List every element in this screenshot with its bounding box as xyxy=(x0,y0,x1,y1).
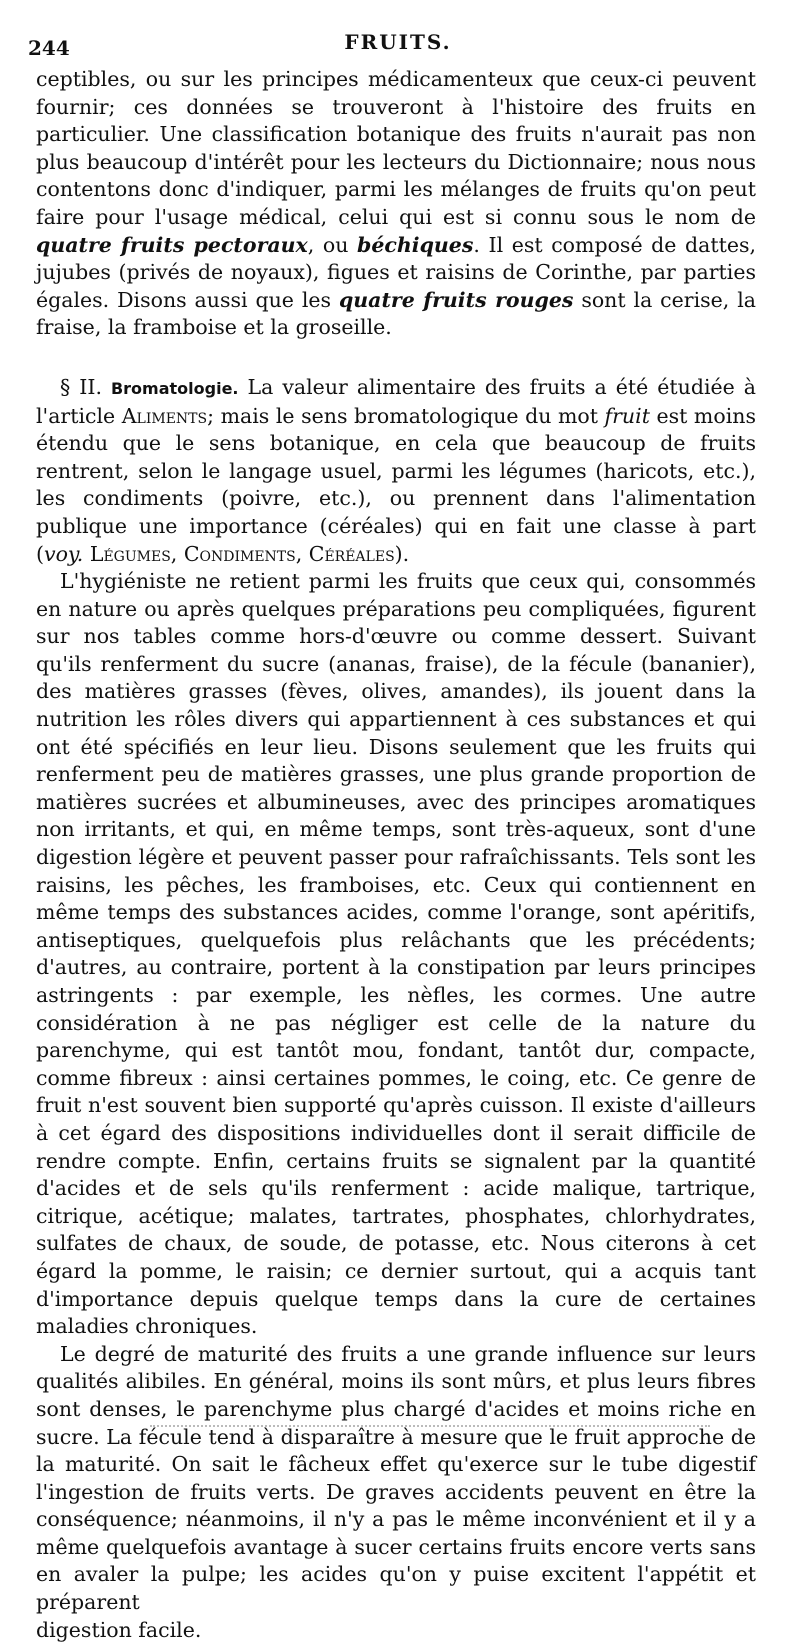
body-text xyxy=(36,66,756,1644)
paragraph-1-mid: , ou xyxy=(307,232,358,257)
page-number: 244 xyxy=(28,36,70,60)
section-2-text-b: ; mais le sens bromatologique du mot xyxy=(207,403,605,428)
crossref-legumes-condiments-cereales: Légumes, Condiments, Céréales xyxy=(89,541,395,566)
section-spacer xyxy=(36,342,756,374)
running-head: FRUITS. xyxy=(344,30,452,54)
emphasis-quatre-fruits-pectoraux: quatre fruits pectoraux xyxy=(36,232,308,257)
section-title: Bromatologie. xyxy=(110,378,239,398)
section-2-paragraph xyxy=(36,374,756,568)
section-2-text-c: est moins étendu que le sens botanique, en cela que beaucoup de fruits rentrent, selon le langage usuel, parmi les légumes (haricots, etc.), les condiments (poivre, etc.), ou prennent dans l'alimentation publique une importance (céréales) qui en fait une classe à part ( xyxy=(36,403,756,566)
italic-fruit: fruit xyxy=(604,403,650,428)
emphasis-quatre-fruits-rouges: quatre fruits rouges xyxy=(338,287,574,312)
paragraph-1-end: sont la cerise, la fraise, la framboise et la groseille. xyxy=(36,287,756,340)
paragraph-3: L'hygiéniste ne retient parmi les fruits que ceux qui, consommés en nature ou après quelques préparations peu compliquées, figurent sur nos tables comme hors-d'œuvre ou comme dessert. Suivant qu'ils renferment du sucre (ananas, fraise), de la fécule (bananier), des matières grasses (fèves, olives, amandes), ils jouent dans la nutrition les rôles divers qui appartiennent à ces substances et qui ont été spécifiés en leur lieu. Disons seulement que les fruits qui renferment peu de matières grasses, une plus grande proportion de matières sucrées et albumineuses, avec des principes aromatiques non irritants, et qui, en même temps, sont très-aqueux, sont d'une digestion légère et peuvent passer pour rafraîchissants. Tels sont les raisins, les pêches, les framboises, etc. Ceux qui contiennent en même temps des substances acides, comme l'orange, sont apéritifs, antiseptiques, quelquefois plus relâchants que les précédents; d'autres, au contraire, portent à la constipation par leurs principes astringents : par exemple, les nèfles, les cormes. Une autre considération à ne pas négliger est celle de la nature du parenchyme, qui est tantôt mou, fondant, tantôt dur, compacte, comme fibreux : ainsi certaines pommes, le coing, etc. Ce genre de fruit n'est souvent bien supporté qu'après cuisson. Il existe d'ailleurs à cet égard des dispositions individuelles dont il serait difficile de rendre compte. Enfin, certains fruits se signalent par la quantité d'acides et de sels qu'ils renferment : acide malique, tartrique, citrique, acétique; malates, tartrates, phosphates, chlorhydrates, sulfates de chaux, de soude, de potasse, etc. Nous citerons à cet égard la pomme, le raisin; ce dernier surtout, qui a acquis tant d'importance depuis quelque temps dans la cure de certaines maladies chroniques. xyxy=(36,569,756,1339)
paragraph-1 xyxy=(36,66,756,342)
italic-voy: voy. xyxy=(44,541,84,566)
paragraph-4: Le degré de maturité des fruits a une grande influence sur leurs qualités alibiles. En général, moins ils sont mûrs, et plus leurs fibres sont denses, le parenchyme plus chargé d'acides et moins riche en sucre. La fécule tend à disparaître à mesure que le fruit approche de la maturité. On sait le fâcheux effet qu'exerce sur le tube digestif l'ingestion de fruits verts. De graves accidents peuvent en être la conséquence; néanmoins, il n'y a pas le même inconvénient et il y a même quelquefois avantage à sucer certains fruits encore verts sans en avaler la pulpe; les acides qu'on y puise excitent l'appétit et préparent xyxy=(36,1341,756,1615)
crossref-aliments: Aliments xyxy=(121,403,208,428)
paragraph-4-last-line: digestion facile. xyxy=(36,1617,202,1642)
scan-artifact-line xyxy=(150,1425,710,1427)
paragraph-1-text: ceptibles, ou sur les principes médicamenteux que ceux-ci peuvent fournir; ces données se trouveront à l'histoire des fruits en particulier. Une classification botanique des fruits n'aurait pas non plus beaucoup d'intérêt pour les lecteurs du Dictionnaire; nous nous contentons donc d'indiquer, parmi les mélanges de fruits qu'on peut faire pour l'usage médical, celui qui est si connu sous le nom de xyxy=(36,67,756,229)
section-2-text-d: ). xyxy=(394,541,410,566)
section-2-text-a: La valeur alimentaire des fruits a été étudiée à l'article xyxy=(36,374,756,428)
page-header xyxy=(28,30,768,60)
paragraph-1-tail: . Il est composé de dattes, jujubes (privés de noyaux), figues et raisins de Corinthe, par parties égales. Disons aussi que les xyxy=(36,232,756,312)
emphasis-bechiques: béchiques xyxy=(357,232,474,257)
section-mark: § II. xyxy=(60,374,102,399)
